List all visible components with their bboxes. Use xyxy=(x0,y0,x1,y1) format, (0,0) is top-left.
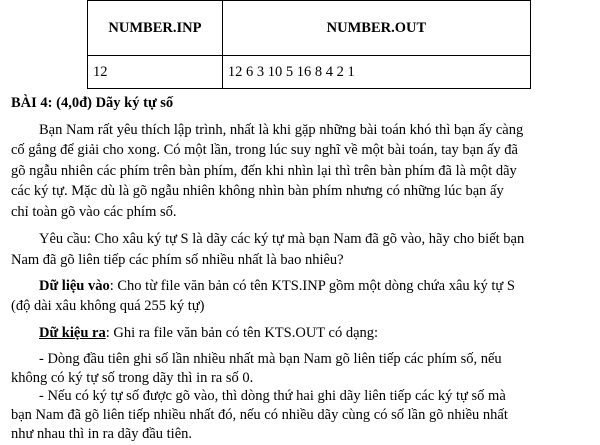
bullet-2-line-2: bạn Nam đã gõ liên tiếp nhiều nhất đó, nếu có nhiều dãy cùng có số lần gõ nhiều nhất xyxy=(11,407,508,423)
input-spec-label: Dữ liệu vào xyxy=(39,278,110,294)
input-spec-line xyxy=(39,278,591,295)
bullet-1-line-2: không có ký tự số trong dãy thì in ra số 0. xyxy=(11,370,254,386)
input-value-cell: 12 xyxy=(88,56,223,89)
bullet-1-line-1: - Dòng đầu tiên ghi số lần nhiều nhất mà bạn Nam gõ liên tiếp các phím số, nếu xyxy=(39,351,502,367)
request-line-2: Nam đã gõ liên tiếp các phím số nhiều nhất là bao nhiêu? xyxy=(11,252,344,268)
section-title: BÀI 4: (4,0đ) Dãy ký tự số xyxy=(11,95,174,111)
intro-line-3: gõ ngẫu nhiên các phím trên bàn phím, đến khi nhìn lại thì trên bàn phím đã là một dãy xyxy=(11,163,517,179)
example-io-table xyxy=(87,0,531,89)
output-file-header: NUMBER.OUT xyxy=(222,1,530,56)
input-file-header: NUMBER.INP xyxy=(88,1,223,56)
table-header-row xyxy=(88,1,531,56)
request-line-1: Yêu cầu: Cho xâu ký tự S là dãy các ký tự mà bạn Nam đã gõ vào, hãy cho biết bạn xyxy=(39,231,525,247)
intro-line-1: Bạn Nam rất yêu thích lập trình, nhất là khi gặp những bài toán khó thì bạn ấy càng xyxy=(39,122,524,138)
output-spec-label: Dữ kiệu ra xyxy=(39,325,106,341)
intro-line-2: cố gắng để giải cho xong. Có một lần, trong lúc suy nghĩ về một bài toán, tay bạn ấy đã xyxy=(11,142,518,158)
bullet-2-line-3: như nhau thì in ra dãy đầu tiên. xyxy=(11,426,193,442)
output-spec-text: : Ghi ra file văn bản có tên KTS.OUT có dạng: xyxy=(105,325,379,341)
intro-line-4: các ký tự. Mặc dù là gõ ngẫu nhiên không nhìn bàn phím nhưng có những lúc bạn ấy xyxy=(11,183,504,199)
bullet-2-line-1: - Nếu có ký tự số được gõ vào, thì dòng thứ hai ghi dãy liên tiếp các ký tự số mà xyxy=(39,388,506,404)
input-spec-line-2: (độ dài xâu không quá 255 ký tự) xyxy=(11,298,205,314)
table-row xyxy=(88,56,531,89)
intro-line-5: chỉ toàn gõ vào các phím số. xyxy=(11,204,177,220)
input-spec-text: : Cho từ file văn bản có tên KTS.INP gồm một dòng chứa xâu ký tự S xyxy=(109,278,515,294)
output-value-cell: 12 6 3 10 5 16 8 4 2 1 xyxy=(222,56,530,89)
output-spec-line xyxy=(39,325,591,342)
